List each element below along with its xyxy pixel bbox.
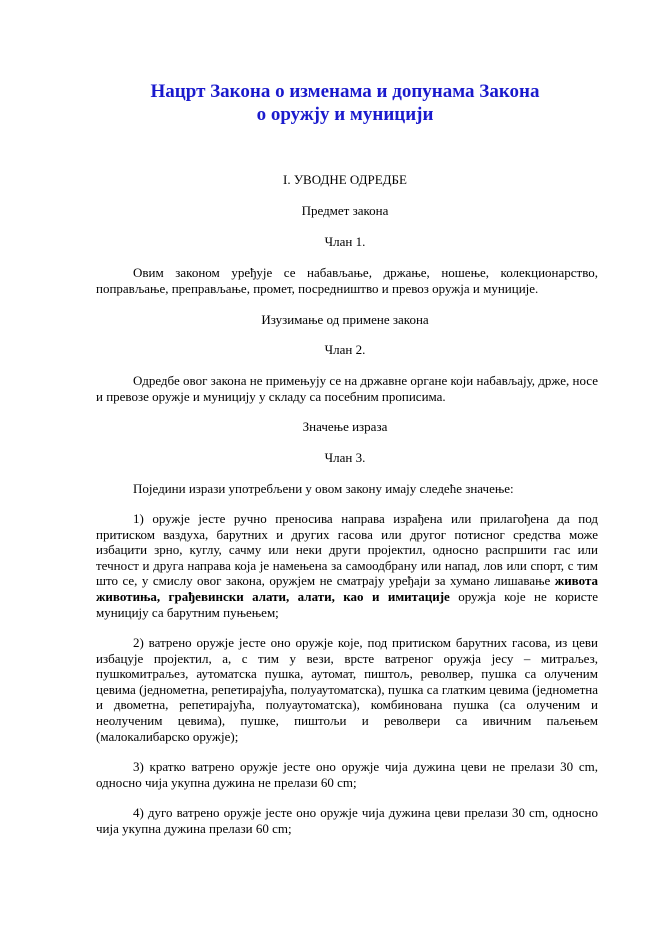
title-line-2: о оружју и муницији xyxy=(256,104,434,125)
article-3-intro: Поједини изрази употребљени у овом закону имају следеће значење: xyxy=(133,481,514,496)
definition-item-3: 3) кратко ватрено оружје јесте оно оружје чија дужина цеви не прелази 30 cm, односно чија укупна дужина не прелази 60 cm; xyxy=(96,759,598,790)
heading-subject: Предмет закона xyxy=(301,203,389,218)
article-1-text: Овим законом уређује се набављање, држање, ношење, колекционарство, поправљање, преправљање, промет, посредништво и превоз оружја и муниције. xyxy=(96,265,598,296)
title-line-1: Нацрт Закона о изменама и допунама Закона xyxy=(150,81,540,102)
article-2-label: Члан 2. xyxy=(324,342,366,357)
article-1-label: Члан 1. xyxy=(324,234,366,249)
section-heading: I. УВОДНЕ ОДРЕДБЕ xyxy=(283,172,407,187)
definition-item-1 xyxy=(96,511,598,620)
heading-exceptions: Изузимање од примене закона xyxy=(261,312,429,327)
item-1-bold-text: живота животиња, грађевински алати, алати, као и имитације xyxy=(96,573,598,604)
item-1-text-end: оружја које не користе муницију са барутним пуњењем; xyxy=(96,588,599,620)
definition-item-4: 4) дуго ватрено оружје јесте оно оружје чија дужина цеви прелази 30 cm, односно чија укупна дужина прелази 60 cm; xyxy=(96,805,598,836)
document-title xyxy=(0,80,660,126)
article-3-label: Члан 3. xyxy=(324,450,366,465)
item-1-text-start: 1) оружје јесте ручно преносива направа израђена или прилагођена да под притиском ваздуха, барутних и других гасова или другог потисног средства може избацити зрно, куглу, сачму или неки други пројектил, односно распршити гас или течност и друга направа која је намењена за самоодбрану или напад, лов или спорт, с тим што се, у смислу овог закона, оружјем не сматрају уређаји за хумано лишавање xyxy=(96,511,598,589)
heading-terms: Значење израза xyxy=(302,419,388,434)
article-2-text: Одредбе овог закона не примењују се на државне органе који набављају, држе, носе и превозе оружје и муницију у складу са посебним прописима. xyxy=(96,373,598,404)
definition-item-2: 2) ватрено оружје јесте оно оружје које, под притиском барутних гасова, из цеви избацује пројектил, а, с тим у вези, врсте ватреног оружја јесу – митраљез, пушкомитраљез, аутоматска пушка, аутомат, пиштољ, револвер, пушка са олученим цевима (једнометна, репетирајућа, полуаутоматска), пушка са глатким цевима (једнометна и двометна, репетирајућа, полуаутоматска), комбинована пушка (са олученим и неолученим цевима), пушке, пиштољи и револвери са ивичним паљењем (малокалибарско оружје); xyxy=(96,635,598,744)
